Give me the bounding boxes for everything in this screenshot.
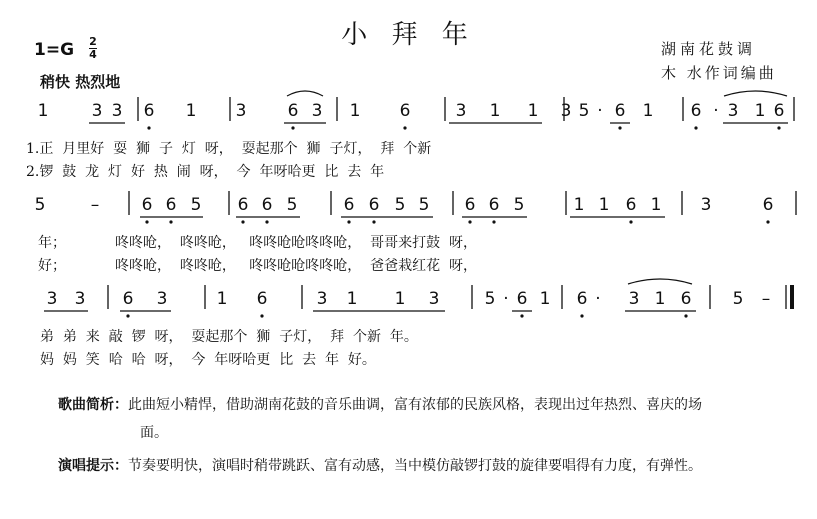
analysis-line <box>58 394 702 414</box>
row3-note: · <box>503 289 509 309</box>
low-octave-dot <box>403 126 406 129</box>
row3-note: 6 <box>256 289 268 309</box>
tie-slur <box>724 91 787 96</box>
low-octave-dot <box>126 314 129 317</box>
song-author: 木 水作词编曲 <box>661 64 777 82</box>
row2-note: 6 <box>625 195 637 215</box>
row2-note: 6 <box>762 195 774 215</box>
row3-note: 1 <box>216 289 228 309</box>
row2-note: 5 <box>394 195 406 215</box>
row1-note: 3 <box>727 101 739 121</box>
row1-note: 3 <box>311 101 323 121</box>
analysis-label: 歌曲简析： <box>58 397 128 413</box>
row1-note: 1 <box>185 101 197 121</box>
tips-text: 节奏要明快，演唱时稍带跳跃、富有动感，当中模仿敲锣打鼓的旋律要唱得有力度，有弹性。 <box>128 458 702 474</box>
low-octave-dot <box>629 220 632 223</box>
row1-note: · <box>597 101 603 121</box>
row1-note: 3 <box>91 101 103 121</box>
low-octave-dot <box>169 220 172 223</box>
row3-note: 3 <box>74 289 86 309</box>
row3-note: 5 <box>732 289 744 309</box>
row2-lyrics-verse2: 好； 咚咚呛， 咚咚呛， 咚咚呛呛咚咚呛， 爸爸栽红花 呀， <box>38 258 478 274</box>
row3-note: 6 <box>680 289 692 309</box>
row2-note: 5 <box>286 195 298 215</box>
row1-note: 3 <box>455 101 467 121</box>
tips-line <box>58 455 702 475</box>
row3-lyrics-verse2: 妈 妈 笑 哈 哈 呀， 今 年呀哈更 比 去 年 好。 <box>40 352 376 368</box>
row1-note: 1 <box>349 101 361 121</box>
low-octave-dot <box>291 126 294 129</box>
row1-note: 6 <box>614 101 626 121</box>
low-octave-dot <box>147 126 150 129</box>
row3-note: 1 <box>346 289 358 309</box>
row1-note: 6 <box>773 101 785 121</box>
row2-note: 6 <box>464 195 476 215</box>
low-octave-dot <box>347 220 350 223</box>
row1-note: 1 <box>642 101 654 121</box>
row3-note: 3 <box>46 289 58 309</box>
row1-note: 6 <box>399 101 411 121</box>
row2-note: 1 <box>650 195 662 215</box>
row2-note: 5 <box>418 195 430 215</box>
row2-note: 6 <box>368 195 380 215</box>
low-octave-dot <box>260 314 263 317</box>
low-octave-dot <box>145 220 148 223</box>
tips-label: 演唱提示： <box>58 458 128 474</box>
row1-note: 1 <box>489 101 501 121</box>
row3-note: 3 <box>428 289 440 309</box>
row3-note: 3 <box>156 289 168 309</box>
tie-slur <box>628 279 692 284</box>
low-octave-dot <box>580 314 583 317</box>
row2-note: 6 <box>237 195 249 215</box>
time-signature-top: 2 <box>89 35 97 48</box>
song-title: 小 拜 年 <box>341 20 476 50</box>
row1-note: 1 <box>527 101 539 121</box>
row1-lyrics-verse2: 2.锣 鼓 龙 灯 好 热 闹 呀， 今 年呀哈更 比 去 年 <box>26 164 385 180</box>
row2-note: 6 <box>488 195 500 215</box>
row3-note: 3 <box>628 289 640 309</box>
row1-note: 3 <box>111 101 123 121</box>
row1-note: 1 <box>754 101 766 121</box>
row2-note: 5 <box>34 195 46 215</box>
row2-lyrics-verse1: 年； 咚咚呛， 咚咚呛， 咚咚呛呛咚咚呛， 哥哥来打鼓 呀， <box>38 235 478 251</box>
tie-slur <box>287 91 323 96</box>
analysis-continued: 面。 <box>140 425 168 441</box>
row1-note: 6 <box>143 101 155 121</box>
key-signature: 1=G <box>34 40 75 60</box>
row1-note: · <box>713 101 719 121</box>
low-octave-dot <box>520 314 523 317</box>
row2-note: 6 <box>343 195 355 215</box>
row3-note: 1 <box>654 289 666 309</box>
row2-note: 6 <box>141 195 153 215</box>
row2-note: 3 <box>700 195 712 215</box>
row3-note: 6 <box>122 289 134 309</box>
row1-note: 6 <box>690 101 702 121</box>
time-signature-bottom: 4 <box>89 48 97 61</box>
row3-note: 6 <box>576 289 588 309</box>
low-octave-dot <box>372 220 375 223</box>
low-octave-dot <box>694 126 697 129</box>
analysis-text: 此曲短小精悍，借助湖南花鼓的音乐曲调，富有浓郁的民族风格，表现出过年热烈、喜庆的场 <box>128 397 702 413</box>
row2-note: 1 <box>598 195 610 215</box>
row2-note: 6 <box>165 195 177 215</box>
row3-note: 5 <box>484 289 496 309</box>
row2-note: 6 <box>261 195 273 215</box>
low-octave-dot <box>265 220 268 223</box>
row3-note: 1 <box>394 289 406 309</box>
row1-note: 1 <box>37 101 49 121</box>
row3-note: · <box>595 289 601 309</box>
low-octave-dot <box>684 314 687 317</box>
row1-note: 5 <box>578 101 590 121</box>
row3-note: – <box>761 289 771 309</box>
low-octave-dot <box>777 126 780 129</box>
row3-note: 3 <box>316 289 328 309</box>
low-octave-dot <box>241 220 244 223</box>
row2-note: 5 <box>190 195 202 215</box>
low-octave-dot <box>468 220 471 223</box>
song-source: 湖南花鼓调 <box>661 40 757 58</box>
row3-note: 1 <box>539 289 551 309</box>
row2-note: – <box>90 195 100 215</box>
row3-lyrics-verse1: 弟 弟 来 敲 锣 呀， 耍起那个 狮 子灯， 拜 个新 年。 <box>40 329 418 345</box>
tempo-marking: 稍快 热烈地 <box>40 73 121 91</box>
row2-note: 1 <box>573 195 585 215</box>
row1-note: 3 <box>560 101 572 121</box>
low-octave-dot <box>766 220 769 223</box>
low-octave-dot <box>618 126 621 129</box>
row1-lyrics-verse1: 1.正 月里好 耍 狮 子 灯 呀， 耍起那个 狮 子灯， 拜 个新 <box>26 141 432 157</box>
row2-note: 5 <box>513 195 525 215</box>
row1-note: 6 <box>287 101 299 121</box>
row3-note: 6 <box>516 289 528 309</box>
low-octave-dot <box>492 220 495 223</box>
row1-note: 3 <box>235 101 247 121</box>
